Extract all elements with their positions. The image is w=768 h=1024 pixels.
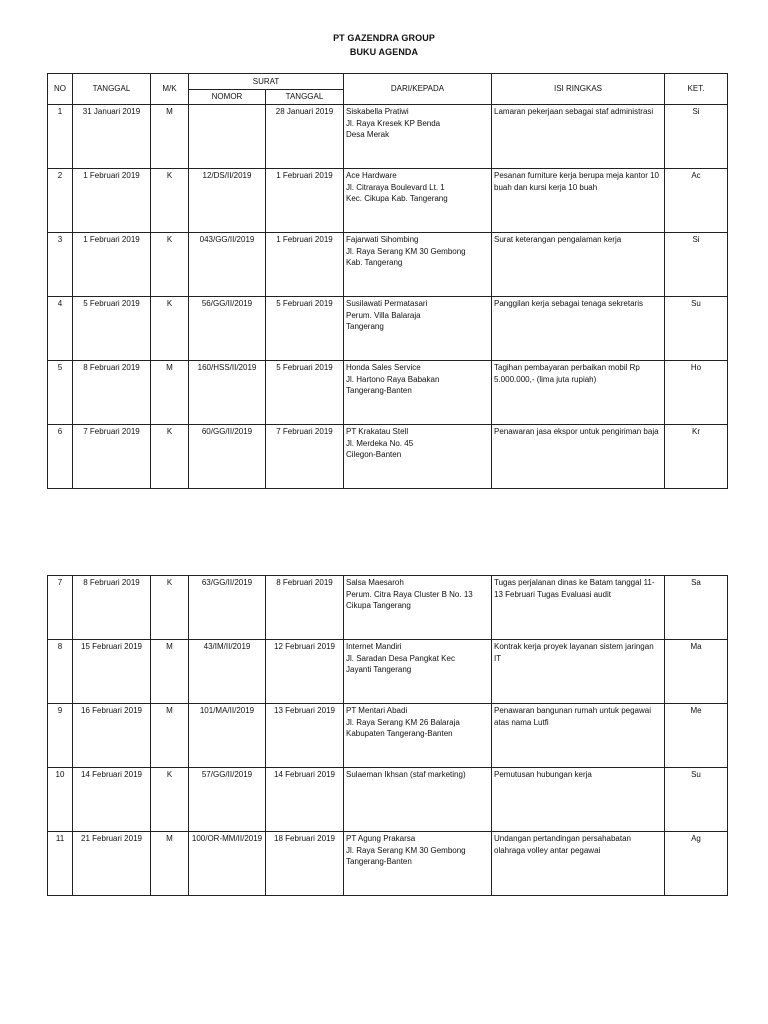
cell-nomor: 60/GG/II/2019 [189, 425, 266, 489]
cell-dari-kepada [344, 105, 492, 169]
dari-kepada-line: PT Mentari Abadi [346, 706, 408, 715]
cell-tanggal: 31 Januari 2019 [73, 105, 151, 169]
cell-nomor: 57/GG/II/2019 [189, 768, 266, 832]
cell-tanggal-surat: 12 Februari 2019 [266, 640, 344, 704]
cell-ket: Ma [665, 640, 728, 704]
cell-dari-kepada [344, 576, 492, 640]
cell-nomor: 160/HSS/II/2019 [189, 361, 266, 425]
header-mk: M/K [151, 74, 189, 105]
dari-kepada-line: Jl. Raya Serang KM 30 Gembong [346, 246, 466, 256]
cell-tanggal-surat: 14 Februari 2019 [266, 768, 344, 832]
cell-dari-kepada [344, 640, 492, 704]
header-tanggal-surat: TANGGAL [266, 89, 344, 105]
cell-dari-kepada [344, 704, 492, 768]
dari-kepada-line: Jl. Raya Serang KM 30 Gembong [346, 845, 466, 855]
cell-isi-ringkas: Pesanan furniture kerja berupa meja kantor 10 buah dan kursi kerja 10 buah [492, 169, 665, 233]
cell-tanggal: 1 Februari 2019 [73, 169, 151, 233]
header-isi-ringkas: ISI RINGKAS [492, 74, 665, 105]
cell-tanggal: 1 Februari 2019 [73, 233, 151, 297]
cell-isi-ringkas: Pemutusan hubungan kerja [492, 768, 665, 832]
cell-dari-kepada [344, 768, 492, 832]
cell-dari-kepada [344, 361, 492, 425]
dari-kepada-line: Tangerang-Banten [346, 386, 412, 395]
header-no: NO [48, 74, 73, 105]
dari-kepada-line: Kec. Cikupa Kab. Tangerang [346, 194, 448, 203]
table-row [48, 233, 728, 297]
cell-isi-ringkas: Tagihan pembayaran perbaikan mobil Rp 5.000.000,- (lima juta rupiah) [492, 361, 665, 425]
cell-ket: Si [665, 105, 728, 169]
cell-ket: Su [665, 768, 728, 832]
cell-isi-ringkas: Kontrak kerja proyek layanan sistem jaringan IT [492, 640, 665, 704]
table-row [48, 169, 728, 233]
cell-tanggal-surat: 18 Februari 2019 [266, 832, 344, 896]
cell-nomor: 63/GG/II/2019 [189, 576, 266, 640]
table-row [48, 832, 728, 896]
cell-isi-ringkas: Penawaran jasa ekspor untuk pengiriman baja [492, 425, 665, 489]
cell-tanggal-surat: 1 Februari 2019 [266, 169, 344, 233]
dari-kepada-line: Jl. Raya Serang KM 26 Balaraja [346, 717, 460, 727]
cell-dari-kepada [344, 297, 492, 361]
cell-mk: M [151, 105, 189, 169]
dari-kepada-line: Jl. Hartono Raya Babakan [346, 374, 440, 384]
cell-no: 4 [48, 297, 73, 361]
dari-kepada-line: Jl. Merdeka No. 45 [346, 438, 414, 448]
cell-isi-ringkas: Undangan pertandingan persahabatan olahraga volley antar pegawai [492, 832, 665, 896]
cell-tanggal-surat: 5 Februari 2019 [266, 361, 344, 425]
cell-tanggal: 14 Februari 2019 [73, 768, 151, 832]
cell-tanggal: 5 Februari 2019 [73, 297, 151, 361]
cell-nomor: 43/IM/II/2019 [189, 640, 266, 704]
cell-tanggal: 7 Februari 2019 [73, 425, 151, 489]
header-dari-kepada: DARI/KEPADA [344, 74, 492, 105]
cell-mk: M [151, 361, 189, 425]
cell-ket: Si [665, 233, 728, 297]
table-row [48, 105, 728, 169]
cell-no: 5 [48, 361, 73, 425]
cell-ket: Kr [665, 425, 728, 489]
cell-tanggal-surat: 8 Februari 2019 [266, 576, 344, 640]
cell-isi-ringkas: Panggilan kerja sebagai tenaga sekretaris [492, 297, 665, 361]
cell-dari-kepada [344, 233, 492, 297]
cell-tanggal: 8 Februari 2019 [73, 361, 151, 425]
cell-tanggal-surat: 1 Februari 2019 [266, 233, 344, 297]
cell-dari-kepada [344, 832, 492, 896]
cell-ket: Su [665, 297, 728, 361]
cell-ket: Ac [665, 169, 728, 233]
cell-tanggal: 21 Februari 2019 [73, 832, 151, 896]
dari-kepada-line: PT Agung Prakarsa [346, 834, 416, 843]
dari-kepada-line: Kabupaten Tangerang-Banten [346, 729, 453, 738]
dari-kepada-line: Cilegon-Banten [346, 450, 402, 459]
table-row [48, 640, 728, 704]
cell-isi-ringkas: Tugas perjalanan dinas ke Batam tanggal 11-13 Februari Tugas Evaluasi audit [492, 576, 665, 640]
cell-mk: K [151, 768, 189, 832]
cell-nomor: 12/DS/II/2019 [189, 169, 266, 233]
dari-kepada-line: Ace Hardware [346, 171, 397, 180]
table-row [48, 576, 728, 640]
dari-kepada-line: Perum. Citra Raya Cluster B No. 13 [346, 589, 473, 599]
dari-kepada-line: Kab. Tangerang [346, 258, 403, 267]
cell-no: 7 [48, 576, 73, 640]
cell-nomor: 100/OR-MM/II/2019 [189, 832, 266, 896]
table-row [48, 297, 728, 361]
dari-kepada-line: Internet Mandiri [346, 642, 402, 651]
dari-kepada-line: Susilawati Permatasari [346, 299, 428, 308]
cell-tanggal: 15 Februari 2019 [73, 640, 151, 704]
company-name: PT GAZENDRA GROUP [333, 33, 435, 43]
cell-mk: M [151, 640, 189, 704]
cell-mk: K [151, 233, 189, 297]
cell-isi-ringkas: Lamaran pekerjaan sebagai staf administrasi [492, 105, 665, 169]
cell-nomor: 101/MA/II/2019 [189, 704, 266, 768]
cell-no: 3 [48, 233, 73, 297]
cell-nomor: 56/GG/II/2019 [189, 297, 266, 361]
dari-kepada-line: Sulaeman Ikhsan (staf marketing) [346, 770, 466, 779]
cell-mk: M [151, 704, 189, 768]
cell-no: 10 [48, 768, 73, 832]
cell-tanggal-surat: 13 Februari 2019 [266, 704, 344, 768]
cell-no: 6 [48, 425, 73, 489]
cell-nomor [189, 105, 266, 169]
header-tanggal: TANGGAL [73, 74, 151, 105]
dari-kepada-line: Jl. Citraraya Boulevard Lt. 1 [346, 182, 445, 192]
dari-kepada-line: Jayanti Tangerang [346, 665, 412, 674]
header-surat: SURAT [189, 74, 344, 90]
table-row [48, 425, 728, 489]
cell-tanggal: 8 Februari 2019 [73, 576, 151, 640]
dari-kepada-line: Cikupa Tangerang [346, 601, 411, 610]
agenda-table-page-section-1 [47, 73, 728, 489]
cell-ket: Ho [665, 361, 728, 425]
cell-nomor: 043/GG/II/2019 [189, 233, 266, 297]
cell-mk: K [151, 297, 189, 361]
dari-kepada-line: Siskabella Pratiwi [346, 107, 409, 116]
cell-mk: K [151, 425, 189, 489]
dari-kepada-line: Fajarwati Sihombing [346, 235, 419, 244]
dari-kepada-line: Desa Merak [346, 130, 390, 139]
cell-mk: K [151, 169, 189, 233]
header-ket: KET. [665, 74, 728, 105]
dari-kepada-line: PT Krakatau Stell [346, 427, 409, 436]
dari-kepada-line: Honda Sales Service [346, 363, 421, 372]
cell-isi-ringkas: Penawaran bangunan rumah untuk pegawai atas nama Lutfi [492, 704, 665, 768]
table-row [48, 361, 728, 425]
cell-no: 2 [48, 169, 73, 233]
cell-ket: Me [665, 704, 728, 768]
cell-ket: Sa [665, 576, 728, 640]
cell-dari-kepada [344, 425, 492, 489]
dari-kepada-line: Tangerang [346, 322, 384, 331]
dari-kepada-line: Salsa Maesaroh [346, 578, 404, 587]
cell-no: 1 [48, 105, 73, 169]
table-row [48, 768, 728, 832]
cell-tanggal-surat: 5 Februari 2019 [266, 297, 344, 361]
dari-kepada-line: Perum. Villa Balaraja [346, 310, 421, 320]
cell-no: 9 [48, 704, 73, 768]
cell-isi-ringkas: Surat keterangan pengalaman kerja [492, 233, 665, 297]
cell-mk: M [151, 832, 189, 896]
document-title: BUKU AGENDA [349, 47, 419, 57]
table-row [48, 704, 728, 768]
dari-kepada-line: Tangerang-Banten [346, 857, 412, 866]
cell-tanggal-surat: 28 Januari 2019 [266, 105, 344, 169]
cell-no: 11 [48, 832, 73, 896]
cell-ket: Ag [665, 832, 728, 896]
cell-dari-kepada [344, 169, 492, 233]
dari-kepada-line: Jl. Saradan Desa Pangkat Kec [346, 653, 455, 663]
cell-no: 8 [48, 640, 73, 704]
dari-kepada-line: Jl. Raya Kresek KP Benda [346, 118, 441, 128]
agenda-table-page-section-2 [47, 575, 728, 896]
cell-tanggal-surat: 7 Februari 2019 [266, 425, 344, 489]
cell-tanggal: 16 Februari 2019 [73, 704, 151, 768]
header-nomor: NOMOR [189, 89, 266, 105]
cell-mk: K [151, 576, 189, 640]
